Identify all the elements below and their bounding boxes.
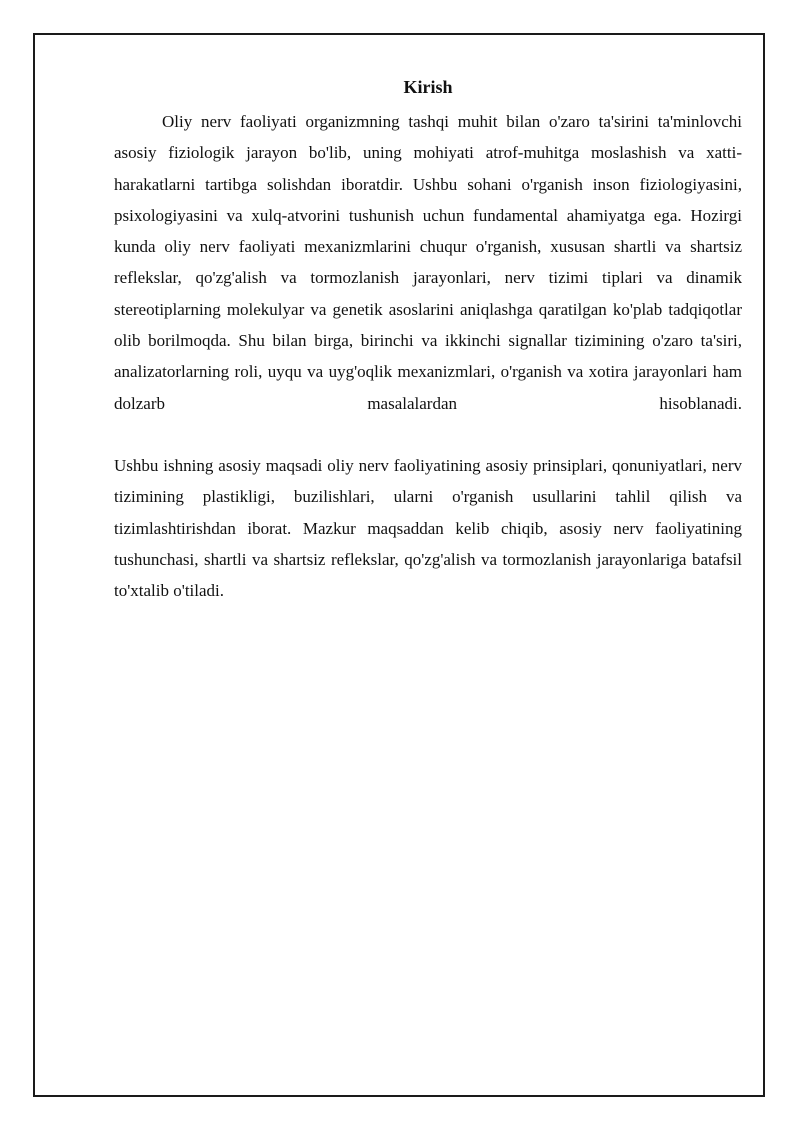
document-body — [114, 106, 742, 606]
paragraph-purpose: Ushbu ishning asosiy maqsadi oliy nerv faoliyatining asosiy prinsiplari, qonuniyatlari, nerv tizimining plastikligi, buzilishlari, ularni o'rganish usullarini tahlil qilish va tizimlashtirishdan iborat. Mazkur maqsaddan kelib chiqib, asosiy nerv faoliyatining tushunchasi, shartli va shartsiz reflekslar, qo'zg'alish va tormozlanish jarayonlariga batafsil to'xtalib o'tiladi. — [114, 455, 742, 601]
section-title: Kirish — [403, 77, 453, 97]
paragraph-spacer — [114, 419, 742, 450]
paragraph-introduction: Oliy nerv faoliyati organizmning tashqi muhit bilan o'zaro ta'sirini ta'minlovchi asosiy fiziologik jarayon bo'lib, uning mohiyati atrof-muhitga moslashish va xatti-harakatlarni tartibga solishdan iboratdir. Ushbu sohani o'rganish inson fiziologiyasini, psixologiyasini va xulq-atvorini tushunish uchun fundamental ahamiyatga ega. Hozirgi kunda oliy nerv faoliyati mexanizmlarini chuqur o'rganish, xususan shartli va shartsiz reflekslar, qo'zg'alish va tormozlanish jarayonlari, nerv tizimi tiplari va dinamik stereotiplarning molekulyar va genetik asoslarini aniqlashga qaratilgan ko'plab tadqiqotlar olib borilmoqda. Shu bilan birga, birinchi va ikkinchi signallar tizimining o'zaro ta'siri, analizatorlarning roli, uyqu va uyg'oqlik mexanizmlari, o'rganish va xotira jarayonlari ham dolzarb masalalardan hisoblanadi. — [114, 112, 742, 413]
